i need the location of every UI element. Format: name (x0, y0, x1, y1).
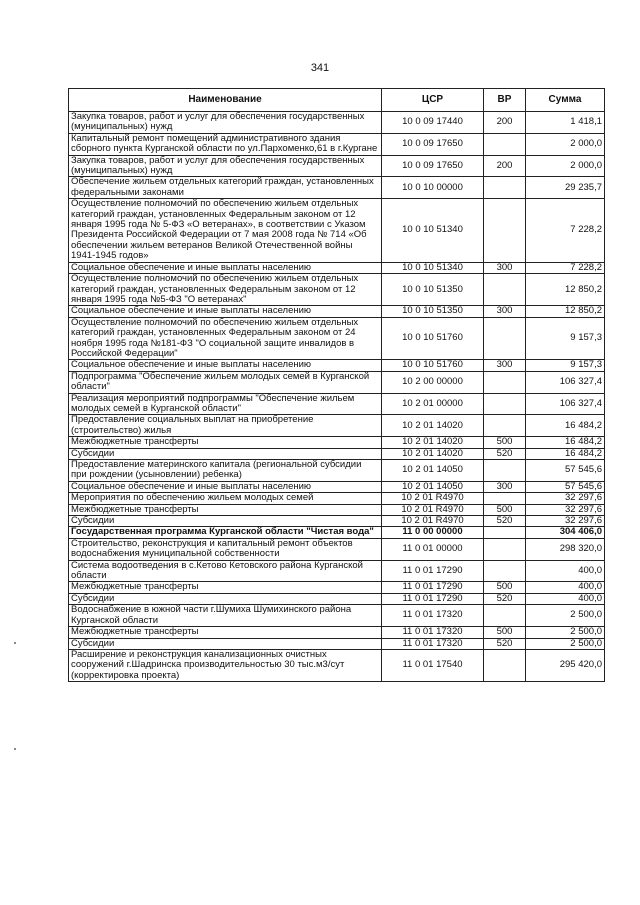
scan-speck (14, 642, 16, 644)
cell-name: Субсидии (69, 516, 382, 527)
cell-sum: 2 500,0 (526, 638, 605, 649)
cell-sum: 400,0 (526, 560, 605, 582)
cell-vr: 500 (484, 627, 526, 638)
cell-name: Обеспечение жильем отдельных категорий граждан, установленных федеральными законами (69, 177, 382, 199)
cell-sum: 2 000,0 (526, 133, 605, 155)
cell-csr: 10 2 01 R4970 (382, 504, 484, 515)
table-body (69, 112, 605, 682)
cell-csr: 10 0 10 51340 (382, 262, 484, 273)
cell-vr (484, 649, 526, 681)
cell-name: Межбюджетные трансферты (69, 437, 382, 448)
budget-table (68, 88, 605, 682)
table-row (69, 560, 605, 582)
cell-vr (484, 371, 526, 393)
cell-name: Межбюджетные трансферты (69, 582, 382, 593)
cell-csr: 10 0 09 17440 (382, 112, 484, 134)
cell-vr (484, 415, 526, 437)
cell-vr (484, 493, 526, 504)
cell-sum: 400,0 (526, 582, 605, 593)
table-row (69, 199, 605, 262)
cell-vr: 500 (484, 582, 526, 593)
header-vr: ВР (484, 89, 526, 112)
cell-sum: 32 297,6 (526, 493, 605, 504)
cell-vr (484, 199, 526, 262)
cell-csr: 10 2 01 R4970 (382, 493, 484, 504)
cell-name: Социальное обеспечение и иные выплаты населению (69, 360, 382, 371)
table-row (69, 112, 605, 134)
table-row (69, 415, 605, 437)
header-csr: ЦСР (382, 89, 484, 112)
cell-sum: 16 484,2 (526, 415, 605, 437)
cell-name: Государственная программа Курганской области "Чистая вода" (69, 527, 382, 538)
cell-vr: 300 (484, 360, 526, 371)
cell-vr (484, 393, 526, 415)
cell-sum: 57 545,6 (526, 481, 605, 492)
cell-csr: 11 0 01 17320 (382, 605, 484, 627)
table-row (69, 504, 605, 515)
cell-name: Предоставление материнского капитала (региональной субсидии при рождении (усыновлении) ребенка) (69, 460, 382, 482)
cell-csr: 11 0 01 00000 (382, 538, 484, 560)
cell-csr: 11 0 01 17290 (382, 582, 484, 593)
cell-sum: 9 157,3 (526, 360, 605, 371)
cell-name: Закупка товаров, работ и услуг для обеспечения государственных (муниципальных) нужд (69, 112, 382, 134)
cell-name: Осуществление полномочий по обеспечению жильем отдельных категорий граждан, установленных Федеральным законом от 24 ноября 1995 года №181-ФЗ "О социальной защите инвалидов в Российской Федерации" (69, 317, 382, 360)
cell-sum: 32 297,6 (526, 516, 605, 527)
cell-sum: 2 500,0 (526, 627, 605, 638)
cell-name: Расширение и реконструкция канализационных очистных сооружений г.Шадринска производительностью 30 тыс.м3/сут (корректировка проекта) (69, 649, 382, 681)
cell-name: Социальное обеспечение и иные выплаты населению (69, 306, 382, 317)
cell-vr: 520 (484, 593, 526, 604)
cell-vr: 520 (484, 448, 526, 459)
cell-vr: 200 (484, 155, 526, 177)
cell-csr: 10 2 01 14050 (382, 481, 484, 492)
cell-csr: 10 0 09 17650 (382, 133, 484, 155)
cell-csr: 10 0 10 51350 (382, 306, 484, 317)
table-row (69, 649, 605, 681)
cell-csr: 10 0 10 51350 (382, 274, 484, 306)
cell-vr (484, 538, 526, 560)
cell-csr: 10 2 01 R4970 (382, 516, 484, 527)
table-row (69, 481, 605, 492)
cell-sum: 400,0 (526, 593, 605, 604)
cell-csr: 10 0 10 00000 (382, 177, 484, 199)
cell-csr: 11 0 01 17290 (382, 560, 484, 582)
cell-vr: 500 (484, 437, 526, 448)
cell-csr: 10 0 10 51340 (382, 199, 484, 262)
cell-sum: 29 235,7 (526, 177, 605, 199)
table-row (69, 448, 605, 459)
cell-sum: 32 297,6 (526, 504, 605, 515)
scan-speck (14, 748, 16, 750)
cell-sum: 298 320,0 (526, 538, 605, 560)
table-row (69, 393, 605, 415)
cell-sum: 304 406,0 (526, 527, 605, 538)
table-row (69, 155, 605, 177)
table-header-row (69, 89, 605, 112)
table-row (69, 538, 605, 560)
cell-vr (484, 133, 526, 155)
cell-sum: 7 228,2 (526, 199, 605, 262)
table-row (69, 627, 605, 638)
cell-name: Система водоотведения в с.Кетово Кетовского района Курганской области (69, 560, 382, 582)
cell-vr: 300 (484, 481, 526, 492)
cell-sum: 106 327,4 (526, 371, 605, 393)
cell-name: Мероприятия по обеспечению жильем молодых семей (69, 493, 382, 504)
cell-name: Реализация мероприятий подпрограммы "Обеспечение жильем молодых семей в Курганской области" (69, 393, 382, 415)
cell-vr (484, 177, 526, 199)
cell-vr: 500 (484, 504, 526, 515)
table-row (69, 582, 605, 593)
cell-vr (484, 527, 526, 538)
cell-csr: 10 2 01 14020 (382, 437, 484, 448)
cell-name: Подпрограмма "Обеспечение жильем молодых семей в Курганской области" (69, 371, 382, 393)
table-row (69, 133, 605, 155)
cell-sum: 1 418,1 (526, 112, 605, 134)
cell-csr: 10 0 10 51760 (382, 360, 484, 371)
cell-vr (484, 460, 526, 482)
page-number: 341 (310, 62, 330, 74)
cell-name: Осуществление полномочий по обеспечению жильем отдельных категорий граждан, установленных Федеральным законом от 12 января 1995 года №5-ФЗ "О ветеранах" (69, 274, 382, 306)
cell-sum: 12 850,2 (526, 274, 605, 306)
table-row (69, 317, 605, 360)
cell-csr: 10 0 09 17650 (382, 155, 484, 177)
cell-vr: 300 (484, 306, 526, 317)
table-row (69, 274, 605, 306)
cell-name: Закупка товаров, работ и услуг для обеспечения государственных (муниципальных) нужд (69, 155, 382, 177)
table-row (69, 437, 605, 448)
cell-csr: 10 2 01 14020 (382, 448, 484, 459)
header-sum: Сумма (526, 89, 605, 112)
cell-name: Социальное обеспечение и иные выплаты населению (69, 262, 382, 273)
cell-name: Межбюджетные трансферты (69, 627, 382, 638)
cell-vr (484, 317, 526, 360)
cell-vr (484, 605, 526, 627)
table-row (69, 360, 605, 371)
table-row (69, 177, 605, 199)
cell-name: Субсидии (69, 638, 382, 649)
cell-csr: 10 2 01 00000 (382, 393, 484, 415)
cell-name: Социальное обеспечение и иные выплаты населению (69, 481, 382, 492)
table-row (69, 306, 605, 317)
cell-sum: 295 420,0 (526, 649, 605, 681)
cell-sum: 9 157,3 (526, 317, 605, 360)
table-row (69, 516, 605, 527)
table-row (69, 527, 605, 538)
table-row (69, 493, 605, 504)
cell-name: Осуществление полномочий по обеспечению жильем отдельных категорий граждан, установленных Федеральным законом от 12 января 1995 года № 5-ФЗ «О ветеранах», в соответствии с Указом Президента Российской Федерации от 7 мая 2008 года № 714 «Об обеспечении жильем ветеранов Великой Отечественной войны 1941-1945 годов» (69, 199, 382, 262)
cell-vr: 200 (484, 112, 526, 134)
table-row (69, 460, 605, 482)
cell-name: Субсидии (69, 448, 382, 459)
table-row (69, 371, 605, 393)
cell-csr: 11 0 00 00000 (382, 527, 484, 538)
cell-csr: 11 0 01 17540 (382, 649, 484, 681)
cell-sum: 16 484,2 (526, 437, 605, 448)
cell-vr: 520 (484, 516, 526, 527)
cell-name: Межбюджетные трансферты (69, 504, 382, 515)
cell-sum: 2 000,0 (526, 155, 605, 177)
cell-csr: 11 0 01 17320 (382, 627, 484, 638)
cell-vr: 520 (484, 638, 526, 649)
cell-csr: 10 2 01 14020 (382, 415, 484, 437)
cell-sum: 2 500,0 (526, 605, 605, 627)
header-name: Наименование (69, 89, 382, 112)
cell-csr: 10 2 01 14050 (382, 460, 484, 482)
table-row (69, 262, 605, 273)
cell-sum: 57 545,6 (526, 460, 605, 482)
cell-csr: 10 2 00 00000 (382, 371, 484, 393)
cell-name: Строительство, реконструкция и капитальный ремонт объектов водоснабжения муниципальной собственности (69, 538, 382, 560)
cell-sum: 7 228,2 (526, 262, 605, 273)
table-row (69, 638, 605, 649)
cell-csr: 11 0 01 17320 (382, 638, 484, 649)
cell-name: Субсидии (69, 593, 382, 604)
cell-csr: 10 0 10 51760 (382, 317, 484, 360)
cell-sum: 12 850,2 (526, 306, 605, 317)
cell-vr: 300 (484, 262, 526, 273)
cell-vr (484, 560, 526, 582)
cell-name: Предоставление социальных выплат на приобретение (строительство) жилья (69, 415, 382, 437)
table-row (69, 605, 605, 627)
cell-name: Капитальный ремонт помещений административного здания сборного пункта Курганской области по ул.Пархоменко,61 в г.Кургане (69, 133, 382, 155)
table-row (69, 593, 605, 604)
cell-sum: 106 327,4 (526, 393, 605, 415)
cell-name: Водоснабжение в южной части г.Шумиха Шумихинского района Курганской области (69, 605, 382, 627)
cell-vr (484, 274, 526, 306)
cell-sum: 16 484,2 (526, 448, 605, 459)
cell-csr: 11 0 01 17290 (382, 593, 484, 604)
